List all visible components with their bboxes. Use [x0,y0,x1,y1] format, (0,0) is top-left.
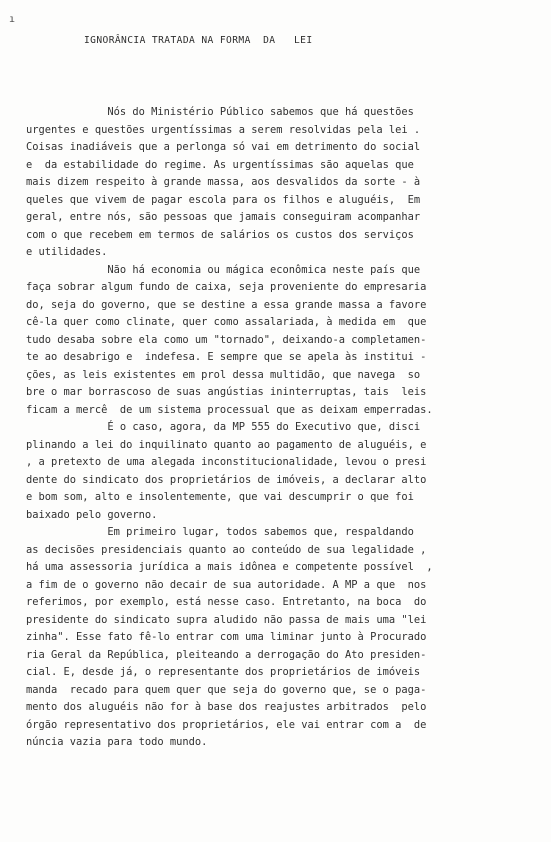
text-line: te ao desabrigo e indefesa. E sempre que se apela às institui - [26,351,427,363]
corner-mark: ı [9,14,16,25]
paragraph [26,104,526,262]
text-line: faça sobrar algum fundo de caixa, seja proveniente do empresaria [26,281,427,293]
text-line: referimos, por exemplo, está nesse caso. Entretanto, na boca do [26,596,427,608]
text-line: e da estabilidade do regime. As urgentíssimas são aquelas que [26,158,414,171]
text-line: Não há economia ou mágica econômica neste país que [26,263,421,276]
paragraph [26,524,526,752]
text-line: ções, as leis existentes em prol dessa multidão, que navega so [26,368,421,381]
text-line: cê-la quer como clinate, quer como assalariada, à medida em que [26,316,427,328]
text-line: as decisões presidenciais quanto ao conteúdo de sua legalidade , [26,543,427,556]
text-line: urgentes e questões urgentíssimas a serem resolvidas pela lei . [26,123,421,136]
text-line: plinando a lei do inquilinato quanto ao pagamento de aluguéis, e [26,438,427,451]
text-line: ria Geral da República, pleiteando a derrogação do Ato presiden- [26,648,427,661]
document-title: IGNORÂNCIA TRATADA NA FORMA DA LEI [84,35,313,46]
text-line: bre o mar borrascoso de suas angústias ininterruptas, tais leis [26,386,427,398]
text-line: zinha". Esse fato fê-lo entrar com uma liminar junto à Procurado [26,631,427,643]
paragraph [26,262,526,420]
text-line: Nós do Ministério Público sabemos que há questões [26,106,414,118]
text-line: do, seja do governo, que se destine a essa grande massa a favore [26,298,427,311]
text-line: queles que vivem de pagar escola para os filhos e aluguéis, Em [26,193,421,206]
document-body [26,104,526,752]
text-line: cial. E, desde já, o representante dos proprietários de imóveis [26,666,421,678]
text-line: É o caso, agora, da MP 555 do Executivo que, disci [26,421,421,433]
text-line: dente do sindicato dos proprietários de imóveis, a declarar alto [26,473,427,486]
text-line: Coisas inadiáveis que a perlonga só vai em detrimento do social [26,141,421,153]
text-line: Em primeiro lugar, todos sabemos que, respaldando [26,526,414,538]
text-line: há uma assessoria jurídica a mais idônea e competente possível , [26,561,433,573]
text-line: , a pretexto de uma alegada inconstitucionalidade, levou o presi [26,456,427,468]
text-line: e bom som, alto e insolentemente, que vai descumprir o que foi [26,491,414,503]
text-line: manda recado para quem quer que seja do governo que, se o paga- [26,683,427,696]
text-line: mais dizem respeito à grande massa, aos desvalidos da sorte - à [26,176,421,188]
text-line: com o que recebem em termos de salários os custos dos serviços [26,228,414,241]
paragraph [26,419,526,524]
text-line: e utilidades. [26,246,108,258]
text-line: mento dos aluguéis não for à base dos reajustes arbitrados pelo [26,701,427,713]
text-line: núncia vazia para todo mundo. [26,736,208,748]
text-line: baixado pelo governo. [26,508,158,521]
text-line: órgão representativo dos proprietários, ele vai entrar com a de [26,718,427,731]
text-line: presidente do sindicato supra aludido não passa de mais uma "lei [26,613,427,626]
text-line: a fim de o governo não decair de sua autoridade. A MP a que nos [26,578,427,591]
text-line: tudo desaba sobre ela como um "tornado", deixando-a completamen- [26,333,427,346]
text-line: ficam a mercê de um sistema processual que as deixam emperradas. [26,403,433,416]
text-line: geral, entre nós, são pessoas que jamais conseguiram acompanhar [26,211,421,223]
